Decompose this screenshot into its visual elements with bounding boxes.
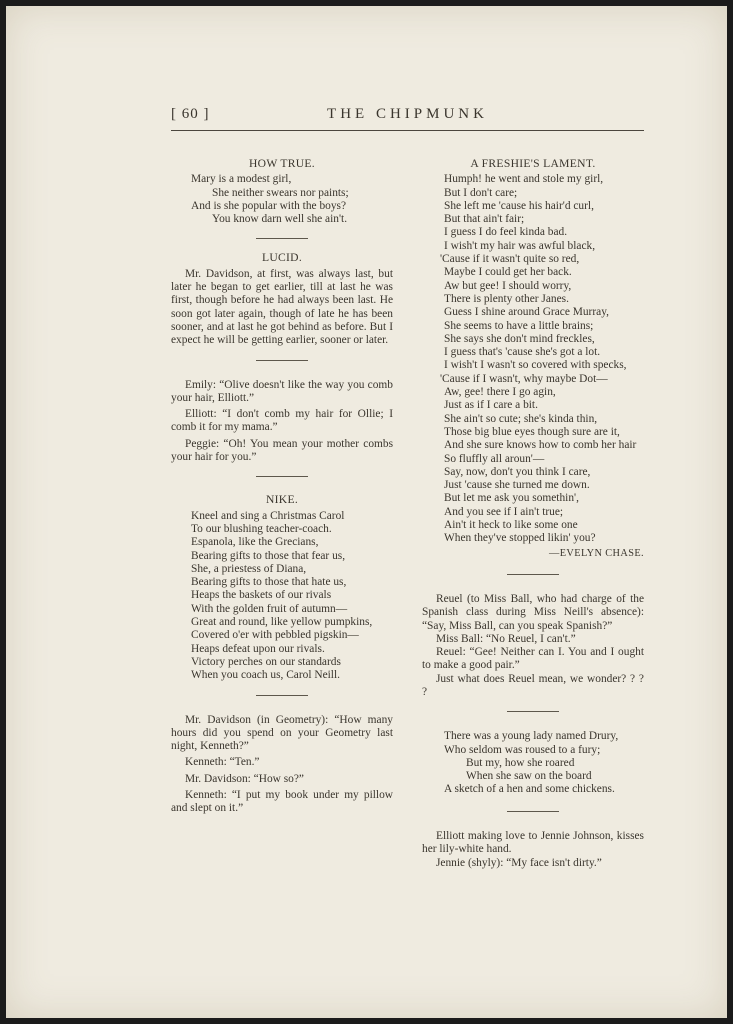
poem-line: So fluffly all aroun'— (444, 452, 545, 465)
poem-line: But I don't care; (444, 186, 518, 199)
dialogue-paragraph: Emily: “Olive doesn't like the way you comb your hair, Elliott.” (171, 378, 393, 404)
poem-line: Aw, gee! there I go agin, (444, 386, 556, 399)
poem-line: Say, now, don't you think I care, (444, 465, 591, 478)
poem-line: When they've stopped likin' you? (444, 532, 596, 545)
poem-line: A sketch of a hen and some chickens. (444, 783, 615, 796)
poem-line: I wish't my hair was awful black, (444, 239, 596, 252)
nike-poem (171, 510, 393, 683)
poem-line: But that ain't fair; (444, 213, 525, 226)
poem-line: I guess that's 'cause she's got a lot. (444, 346, 601, 359)
dialogue-paragraph: Mr. Davidson: “How so?” (185, 772, 304, 785)
poem-line: Heaps defeat upon our rivals. (191, 642, 325, 655)
dialogue-paragraph: Jennie (shyly): “My face isn't dirty.” (436, 857, 602, 870)
poem-line: Guess I shine around Grace Murray, (444, 306, 610, 319)
poem-line: When you coach us, Carol Neill. (191, 669, 340, 682)
section-divider (507, 811, 559, 812)
poem-line: I wish't I wasn't so covered with specks, (444, 359, 627, 372)
poem-line: And she sure knows how to comb her hair (444, 439, 637, 452)
poem-line: There is plenty other Janes. (444, 292, 569, 305)
section-divider (256, 238, 308, 239)
poem-line: Bearing gifts to those that fear us, (191, 549, 346, 562)
freshie-title: A FRESHIE'S LAMENT. (470, 157, 596, 170)
poem-line: She says she don't mind freckles, (444, 332, 595, 345)
poem-line: Kneel and sing a Christmas Carol (191, 509, 345, 522)
poem-line: And you see if I ain't true; (444, 505, 564, 518)
poem-line: She neither swears nor paints; (212, 186, 349, 199)
dialogue-paragraph: Kenneth: “I put my book under my pillow and slept on it.” (171, 788, 393, 815)
poem-line: Maybe I could get her back. (444, 266, 572, 279)
poem-attribution: —EVELYN CHASE. (549, 547, 644, 559)
section-divider (256, 695, 308, 696)
dialogue-paragraph: Reuel: “Gee! Neither can I. You and I ought to make a good pair.” (422, 646, 644, 672)
poem-line: Just 'cause she turned me down. (444, 479, 590, 492)
poem-line: Heaps the baskets of our rivals (191, 589, 332, 602)
poem-line: Covered o'er with pebbled pigskin— (191, 629, 359, 642)
reuel-dialogue (422, 593, 644, 699)
dialogue-paragraph: Peggie: “Oh! You mean your mother combs your hair for you.” (171, 437, 393, 464)
section-divider (256, 360, 308, 361)
poem-line: Those big blue eyes though sure are it, (444, 425, 620, 438)
poem-line: And is she popular with the boys? (191, 199, 347, 212)
dialogue-paragraph: Miss Ball: “No Reuel, I can't.” (436, 632, 576, 645)
poem-line: You know darn well she ain't. (212, 213, 348, 226)
poem-line: Ain't it heck to like some one (444, 519, 578, 532)
journal-title: THE CHIPMUNK (327, 106, 488, 122)
nike-title: NIKE. (265, 493, 299, 507)
page-number: [ 60 ] (171, 106, 210, 122)
poem-line: To our blushing teacher-coach. (191, 522, 332, 535)
poem-line: Espanola, like the Grecians, (191, 536, 319, 549)
poem-line: Humph! he went and stole my girl, (444, 173, 604, 186)
how-true-poem (171, 173, 393, 226)
poem-line: 'Cause if it wasn't quite so red, (440, 253, 580, 266)
dialogue-paragraph: Mr. Davidson (in Geometry): “How many hours did you spend on your Geometry last night, Kenneth?” (171, 713, 393, 753)
poem-line: There was a young lady named Drury, (444, 730, 619, 743)
lucid-paragraph: Mr. Davidson, at first, was always last, but later he began to get earlier, till at last he was first, though before he had always been last. He soon got later again, though of late he has been sooner, and at last he got behind as before. But I expect he will be getting earlier, sooner or later. (171, 267, 393, 347)
poem-line: She seems to have a little brains; (444, 319, 594, 332)
lucid-title: LUCID. (261, 251, 303, 265)
left-column (171, 154, 393, 816)
poem-line: She, a priestess of Diana, (191, 562, 307, 575)
poem-line: She left me 'cause his hair'd curl, (444, 199, 594, 212)
poem-line: Great and round, like yellow pumpkins, (191, 616, 373, 629)
how-true-title: HOW TRUE. (248, 157, 316, 170)
freshie-poem (422, 173, 644, 545)
limerick (422, 730, 644, 796)
right-column (422, 154, 644, 871)
dialogue-paragraph: Reuel (to Miss Ball, who had charge of the Spanish class during Miss Neill's absence): “Say, Miss Ball, can you speak Spanish?” (422, 592, 644, 632)
poem-line: I guess I do feel kinda bad. (444, 226, 568, 239)
poem-line: Aw but gee! I should worry, (444, 279, 572, 292)
poem-line: With the golden fruit of autumn— (191, 602, 348, 615)
dialogue-paragraph: Just what does Reuel mean, we wonder? ? ? ? (422, 672, 644, 698)
elliott-dialogue (422, 830, 644, 871)
dialogue-paragraph: Kenneth: “Ten.” (185, 756, 260, 769)
poem-line: Mary is a modest girl, (191, 173, 292, 186)
geometry-dialogue (171, 714, 393, 816)
poem-line: Who seldom was roused to a fury; (444, 743, 601, 756)
poem-line: Bearing gifts to those that hate us, (191, 576, 347, 589)
section-divider (507, 711, 559, 712)
section-divider (256, 476, 308, 477)
dialogue-paragraph: Elliott: “I don't comb my hair for Ollie; I comb it for my mama.” (171, 408, 393, 434)
poem-line: Victory perches on our standards (191, 655, 341, 668)
dialogue-paragraph: Elliott making love to Jennie Johnson, kisses her lily-white hand. (422, 829, 644, 856)
page-scan (6, 6, 727, 1018)
poem-line: Just as if I care a bit. (444, 399, 538, 412)
running-header (171, 102, 644, 131)
emily-dialogue (171, 379, 393, 465)
poem-line: 'Cause if I wasn't, why maybe Dot— (440, 372, 608, 385)
poem-line: She ain't so cute; she's kinda thin, (444, 412, 598, 425)
poem-line: But my, how she roared (466, 756, 575, 769)
poem-line: When she saw on the board (466, 770, 592, 783)
section-divider (507, 574, 559, 575)
poem-line: But let me ask you somethin', (444, 492, 579, 505)
